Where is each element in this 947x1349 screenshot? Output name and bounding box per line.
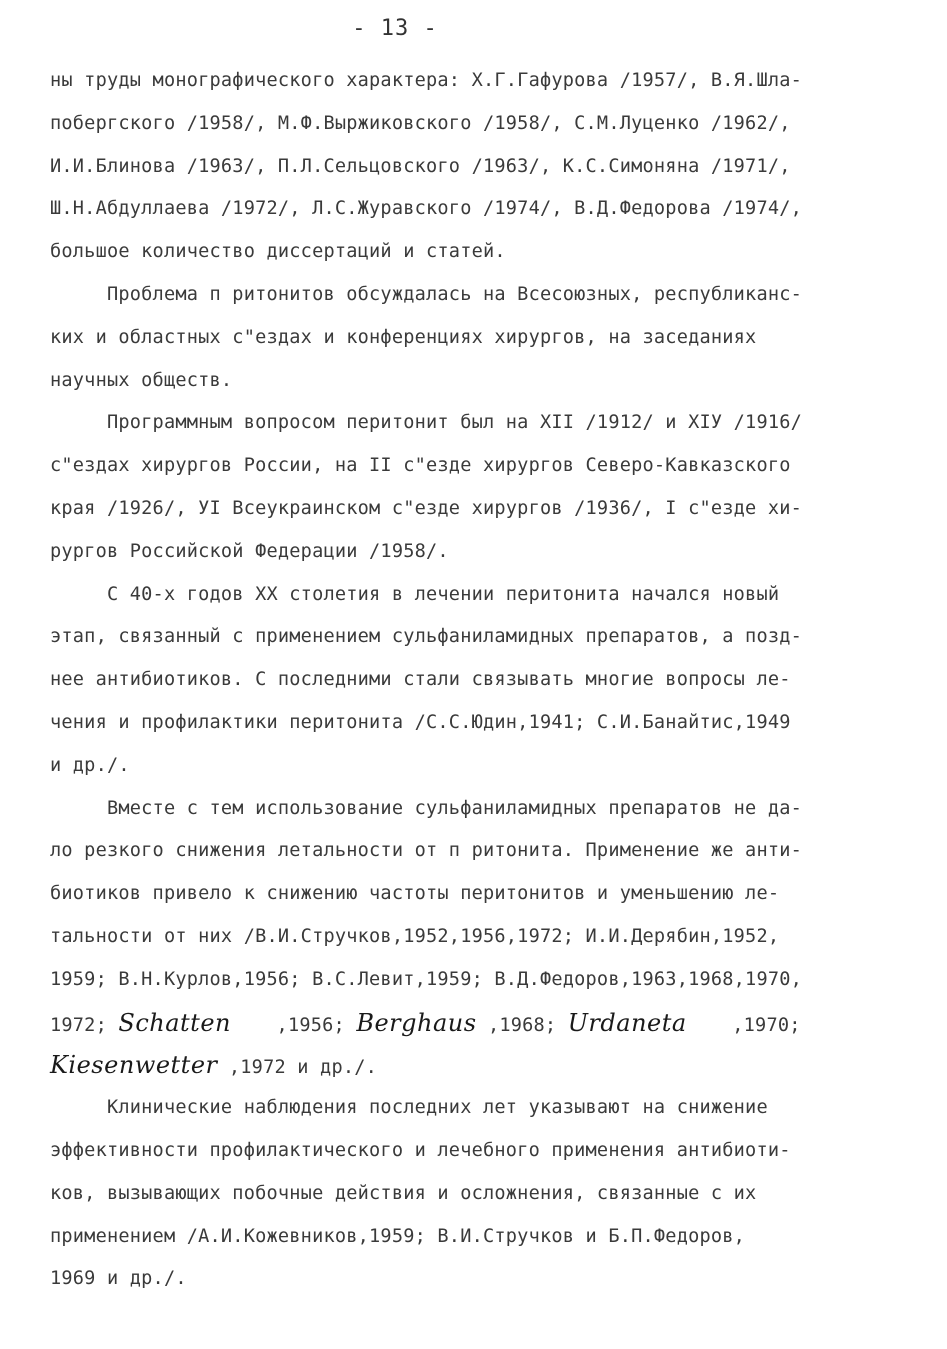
text-line: Проблема п ритонитов обсуждалась на Всесоюзных, республиканс- (50, 283, 803, 305)
text-line: биотиков привело к снижению частоты перитонитов и уменьшению ле- (50, 883, 780, 905)
text-line: и др./. (50, 754, 130, 776)
text-line: Ш.Н.Абдуллаева /1972/, Л.С.Журавского /1974/, В.Д.Федорова /1974/, (50, 198, 803, 220)
text-line: 1959; В.Н.Курлов,1956; В.С.Левит,1959; В.Д.Федоров,1963,1968,1970, (50, 968, 803, 990)
handwritten-name: Kiesenwetter (50, 1051, 218, 1080)
text-line: ны труды монографического характера: Х.Г.Гафурова /1957/, В.Я.Шла- (50, 70, 803, 91)
text-fragment: ,1972 и др./. (217, 1057, 378, 1079)
text-line: ков, вызывающих побочные действия и осложнения, связанные с их (50, 1182, 757, 1204)
text-line: применением /А.И.Кожевников,1959; В.И.Стручков и Б.П.Федоров, (50, 1225, 746, 1247)
text-fragment: ,1968; (476, 1014, 568, 1036)
text-line: 1969 и др./. (50, 1268, 187, 1290)
text-line-mixed (50, 1044, 910, 1087)
text-line: этап, связанный с применением сульфаниламидных препаратов, а позд- (50, 626, 803, 648)
text-line: тальности от них /В.И.Стручков,1952,1956,1972; И.И.Дерябин,1952, (50, 925, 780, 947)
text-line: ло резкого снижения летальности от п ритонита. Применение же анти- (50, 840, 803, 862)
text-line: побергского /1958/, М.Ф.Выржиковского /1958/, С.М.Луценко /1962/, (50, 112, 791, 134)
text-line: большое количество диссертаций и статей. (50, 241, 506, 263)
handwritten-name: Berghaus (356, 1008, 477, 1037)
text-line: нее антибиотиков. С последними стали связывать многие вопросы ле- (50, 669, 791, 691)
text-line: ких и областных с"ездах и конференциях хирургов, на заседаниях (50, 326, 757, 348)
text-line: Клинические наблюдения последних лет указывают на снижение (50, 1097, 768, 1119)
text-line: научных обществ. (50, 369, 233, 391)
text-line: Программным вопросом перитонит был на XII /1912/ и XIУ /1916/ (50, 412, 803, 434)
text-line: Вместе с тем использование сульфаниламидных препаратов не да- (50, 797, 803, 819)
text-line-mixed (50, 1002, 910, 1045)
text-line: с"ездах хирургов России, на II с"езде хирургов Северо-Кавказского (50, 455, 791, 477)
text-line: эффективности профилактического и лечебного применения антибиоти- (50, 1139, 791, 1161)
text-fragment: ,1956; (230, 1014, 357, 1036)
page-number: - 13 - (352, 16, 438, 41)
body-text (50, 60, 910, 1301)
handwritten-name: Urdaneta (567, 1008, 687, 1037)
text-line: края /1926/, УI Всеукраинском с"езде хирургов /1936/, I с"езде хи- (50, 497, 803, 519)
text-fragment: 1972; (50, 1014, 119, 1036)
text-line: И.И.Блинова /1963/, П.Л.Сельцовского /1963/, К.С.Симоняна /1971/, (50, 155, 791, 177)
text-line: С 40-х годов XX столетия в лечении перитонита начался новый (50, 583, 780, 605)
text-line: рургов Российской Федерации /1958/. (50, 540, 449, 562)
text-fragment: ,1970; (686, 1014, 801, 1036)
handwritten-name: Schatten (118, 1008, 231, 1037)
text-line: чения и профилактики перитонита /С.С.Юдин,1941; С.И.Банайтис,1949 (50, 711, 791, 733)
